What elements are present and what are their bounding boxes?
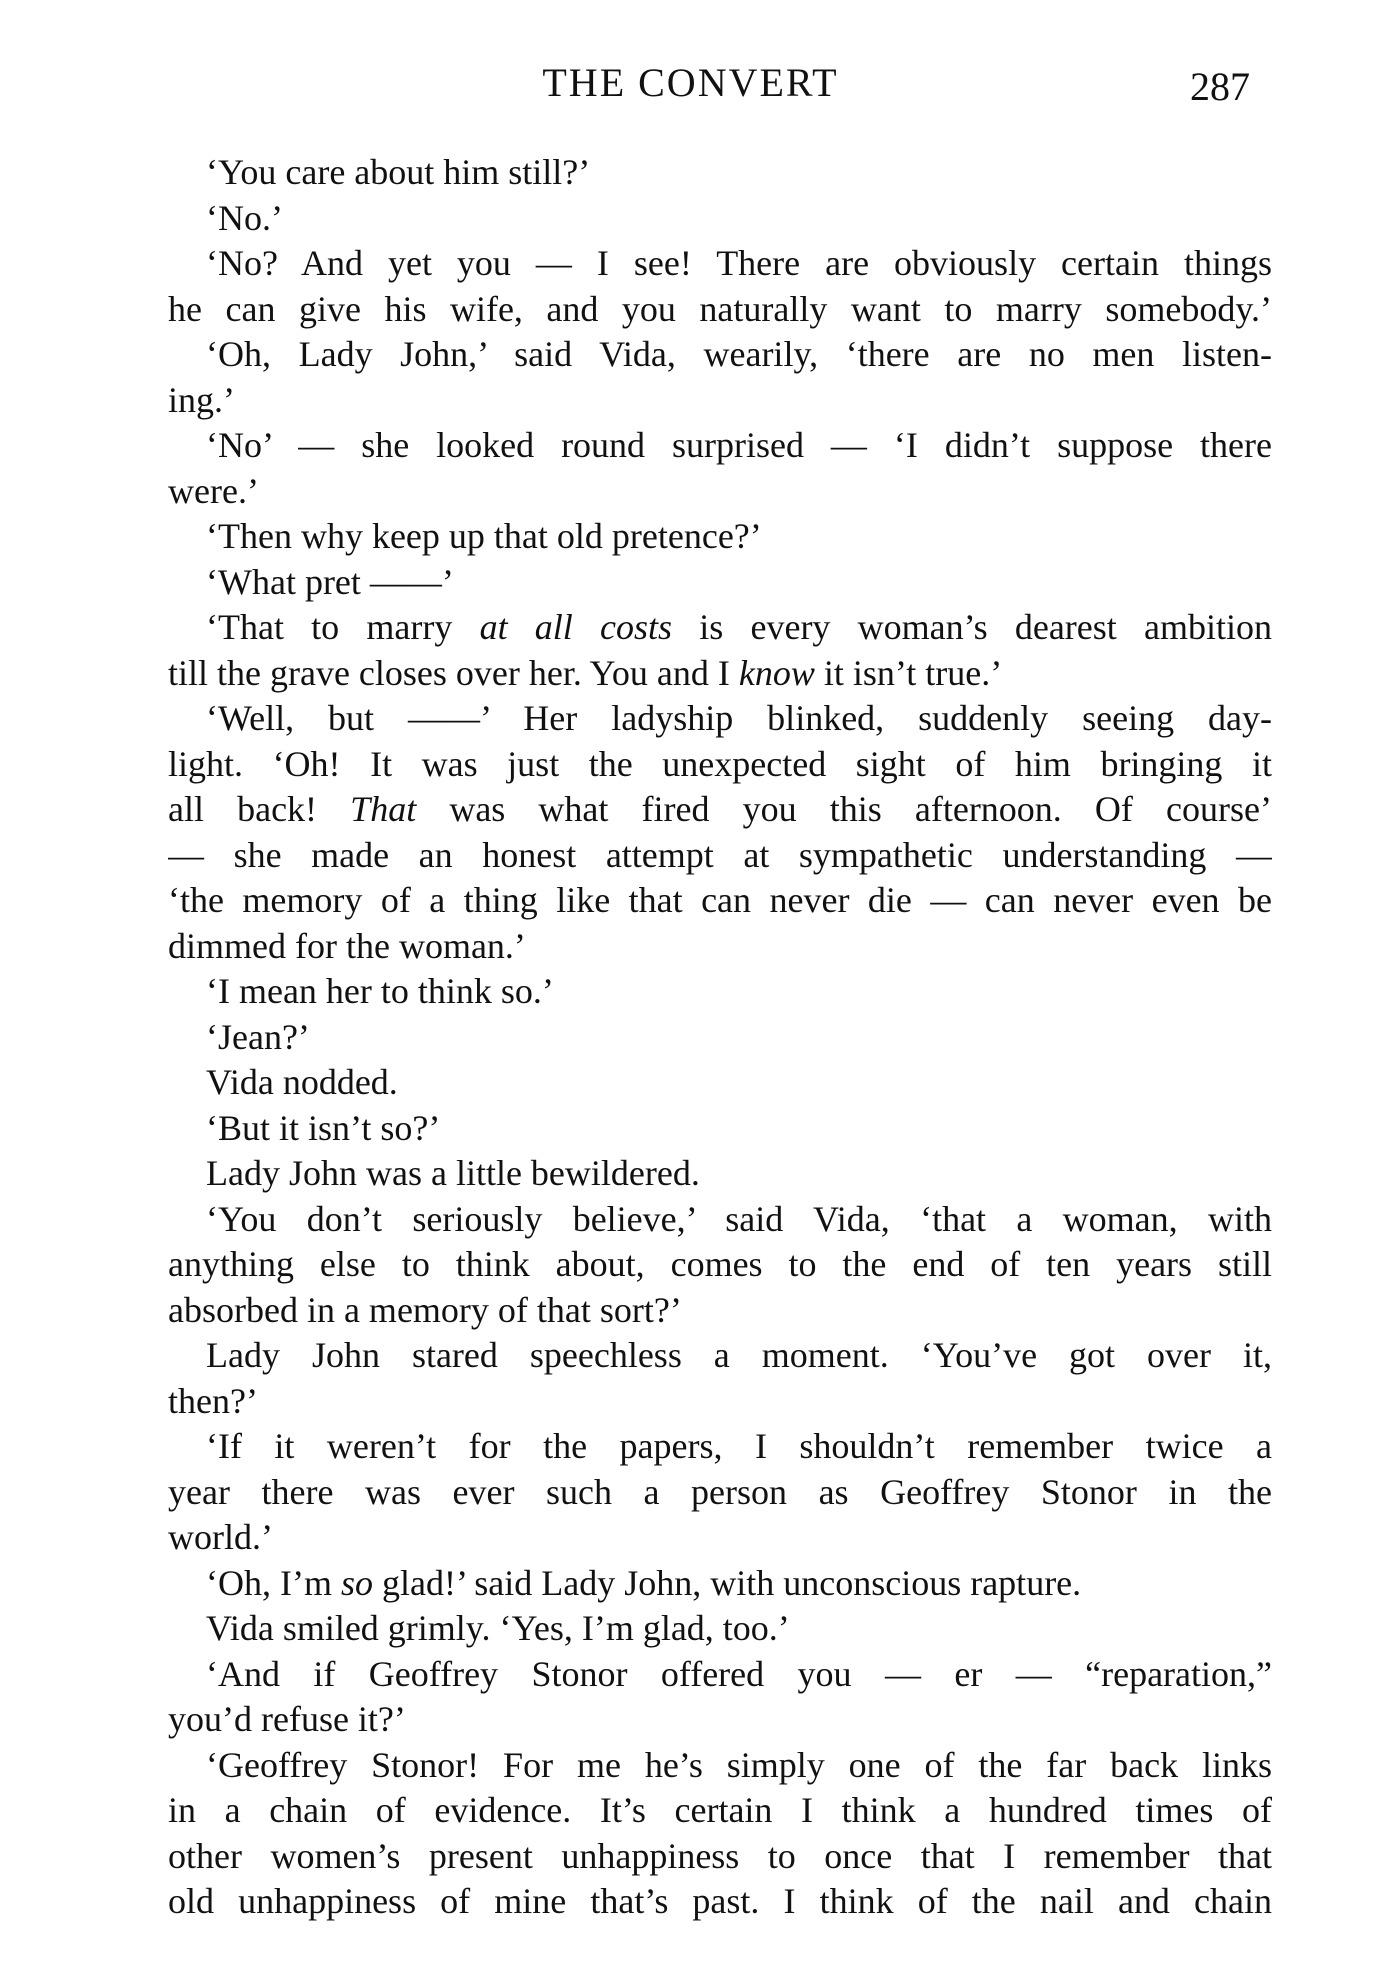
text-line	[168, 196, 1272, 242]
text-run: Vida smiled grimly. ‘Yes, I’m glad, too.’	[206, 1608, 790, 1648]
text-run: ‘What pret ——’	[206, 561, 454, 602]
text-line	[168, 1606, 1272, 1652]
text-line	[168, 469, 1272, 515]
text-run: it isn’t true.’	[814, 652, 1003, 693]
text-line	[168, 924, 1272, 970]
text-run: dimmed for the woman.’	[168, 925, 526, 966]
text-line	[168, 833, 1272, 879]
text-line	[168, 1515, 1272, 1561]
text-line	[168, 1743, 1272, 1789]
text-run: was what fired you this afternoon. Of course’	[416, 789, 1272, 829]
text-run: ‘Oh, I’m	[206, 1562, 341, 1603]
text-run: ‘Then why keep up that old pretence?’	[206, 516, 762, 556]
text-run: year there was ever such a person as Geoffrey Stonor in the	[168, 1471, 1272, 1512]
text-run: anything else to think about, comes to the end of ten years still	[168, 1244, 1272, 1284]
text-run: ‘the memory of a thing like that can never die — can never even be	[168, 880, 1272, 920]
text-run: ing.’	[168, 379, 235, 420]
text-run: ‘No.’	[206, 197, 283, 238]
text-line	[168, 651, 1272, 697]
text-line	[168, 742, 1272, 788]
text-run: other women’s present unhappiness to once that I remember that	[168, 1835, 1272, 1876]
text-line	[168, 287, 1272, 333]
text-run: were.’	[168, 470, 259, 511]
text-run: absorbed in a memory of that sort?’	[168, 1289, 682, 1330]
text-line	[168, 696, 1272, 742]
text-line	[168, 1652, 1272, 1698]
text-run: ‘Geoffrey Stonor! For me he’s simply one of the far back links	[206, 1744, 1272, 1785]
text-run: is every woman’s dearest ambition	[672, 607, 1272, 647]
text-run: ‘You care about him still?’	[206, 152, 591, 192]
text-line	[168, 1106, 1272, 1152]
body-text	[168, 150, 1272, 1925]
text-line	[168, 878, 1272, 924]
text-line	[168, 150, 1272, 196]
text-line	[168, 1424, 1272, 1470]
text-line	[168, 378, 1272, 424]
text-line	[168, 1333, 1272, 1379]
text-run: ‘If it weren’t for the papers, I shouldn’t remember twice a	[206, 1426, 1272, 1466]
text-run: ‘But it isn’t so?’	[206, 1107, 441, 1148]
text-line	[168, 241, 1272, 287]
text-run: ‘Oh, Lady John,’ said Vida, wearily, ‘there are no men listen-	[206, 334, 1272, 374]
text-line	[168, 560, 1272, 606]
italic-text: so	[340, 1562, 373, 1603]
text-run: Lady John was a little bewildered.	[206, 1153, 700, 1193]
text-line	[168, 787, 1272, 833]
text-line	[168, 332, 1272, 378]
text-line	[168, 1697, 1272, 1743]
text-run: glad!’ said Lady John, with unconscious rapture.	[372, 1562, 1082, 1603]
text-line	[168, 1197, 1272, 1243]
text-line	[168, 514, 1272, 560]
text-run: he can give his wife, and you naturally want to marry somebody.’	[168, 288, 1272, 329]
text-run: in a chain of evidence. It’s certain I think a hundred times of	[168, 1790, 1272, 1830]
text-line	[168, 1788, 1272, 1834]
text-run: Lady John stared speechless a moment. ‘You’ve got over it,	[206, 1335, 1272, 1375]
text-run: ‘No’ — she looked round surprised — ‘I didn’t suppose there	[206, 425, 1272, 465]
text-run: — she made an honest attempt at sympathetic understanding —	[168, 834, 1272, 875]
text-run: ‘And if Geoffrey Stonor offered you — er — “reparation,”	[206, 1653, 1272, 1694]
text-line	[168, 605, 1272, 651]
text-run: ‘I mean her to think so.’	[206, 971, 554, 1011]
text-run: world.’	[168, 1517, 273, 1557]
text-line	[168, 1060, 1272, 1106]
text-run: light. ‘Oh! It was just the unexpected sight of him bringing it	[168, 743, 1272, 784]
text-line	[168, 423, 1272, 469]
running-title: THE CONVERT	[542, 60, 839, 105]
text-line	[168, 1242, 1272, 1288]
text-line	[168, 1151, 1272, 1197]
text-run: ‘Jean?’	[206, 1016, 310, 1057]
text-run: ‘No? And yet you — I see! There are obviously certain things	[206, 243, 1272, 283]
text-line	[168, 1288, 1272, 1334]
text-line	[168, 969, 1272, 1015]
text-line	[168, 1879, 1272, 1925]
italic-text: know	[738, 652, 815, 693]
text-line	[168, 1015, 1272, 1061]
text-run: you’d refuse it?’	[168, 1699, 406, 1739]
text-line	[168, 1379, 1272, 1425]
text-line	[168, 1561, 1272, 1607]
text-run: till the grave closes over her. You and I	[168, 652, 739, 693]
text-run: Vida nodded.	[206, 1062, 398, 1102]
text-run: ‘That to marry	[206, 607, 480, 647]
text-line	[168, 1834, 1272, 1880]
text-run: old unhappiness of mine that’s past. I think of the nail and chain	[168, 1881, 1272, 1921]
italic-text: That	[350, 789, 417, 829]
text-run: ‘Well, but ——’ Her ladyship blinked, suddenly seeing day-	[206, 698, 1272, 738]
italic-text: at all costs	[479, 607, 673, 647]
text-line	[168, 1470, 1272, 1516]
text-run: all back!	[168, 789, 351, 829]
running-head	[0, 58, 1381, 108]
text-run: ‘You don’t seriously believe,’ said Vida, ‘that a woman, with	[206, 1198, 1272, 1239]
text-run: then?’	[168, 1380, 258, 1421]
page-number: 287	[1190, 64, 1250, 109]
